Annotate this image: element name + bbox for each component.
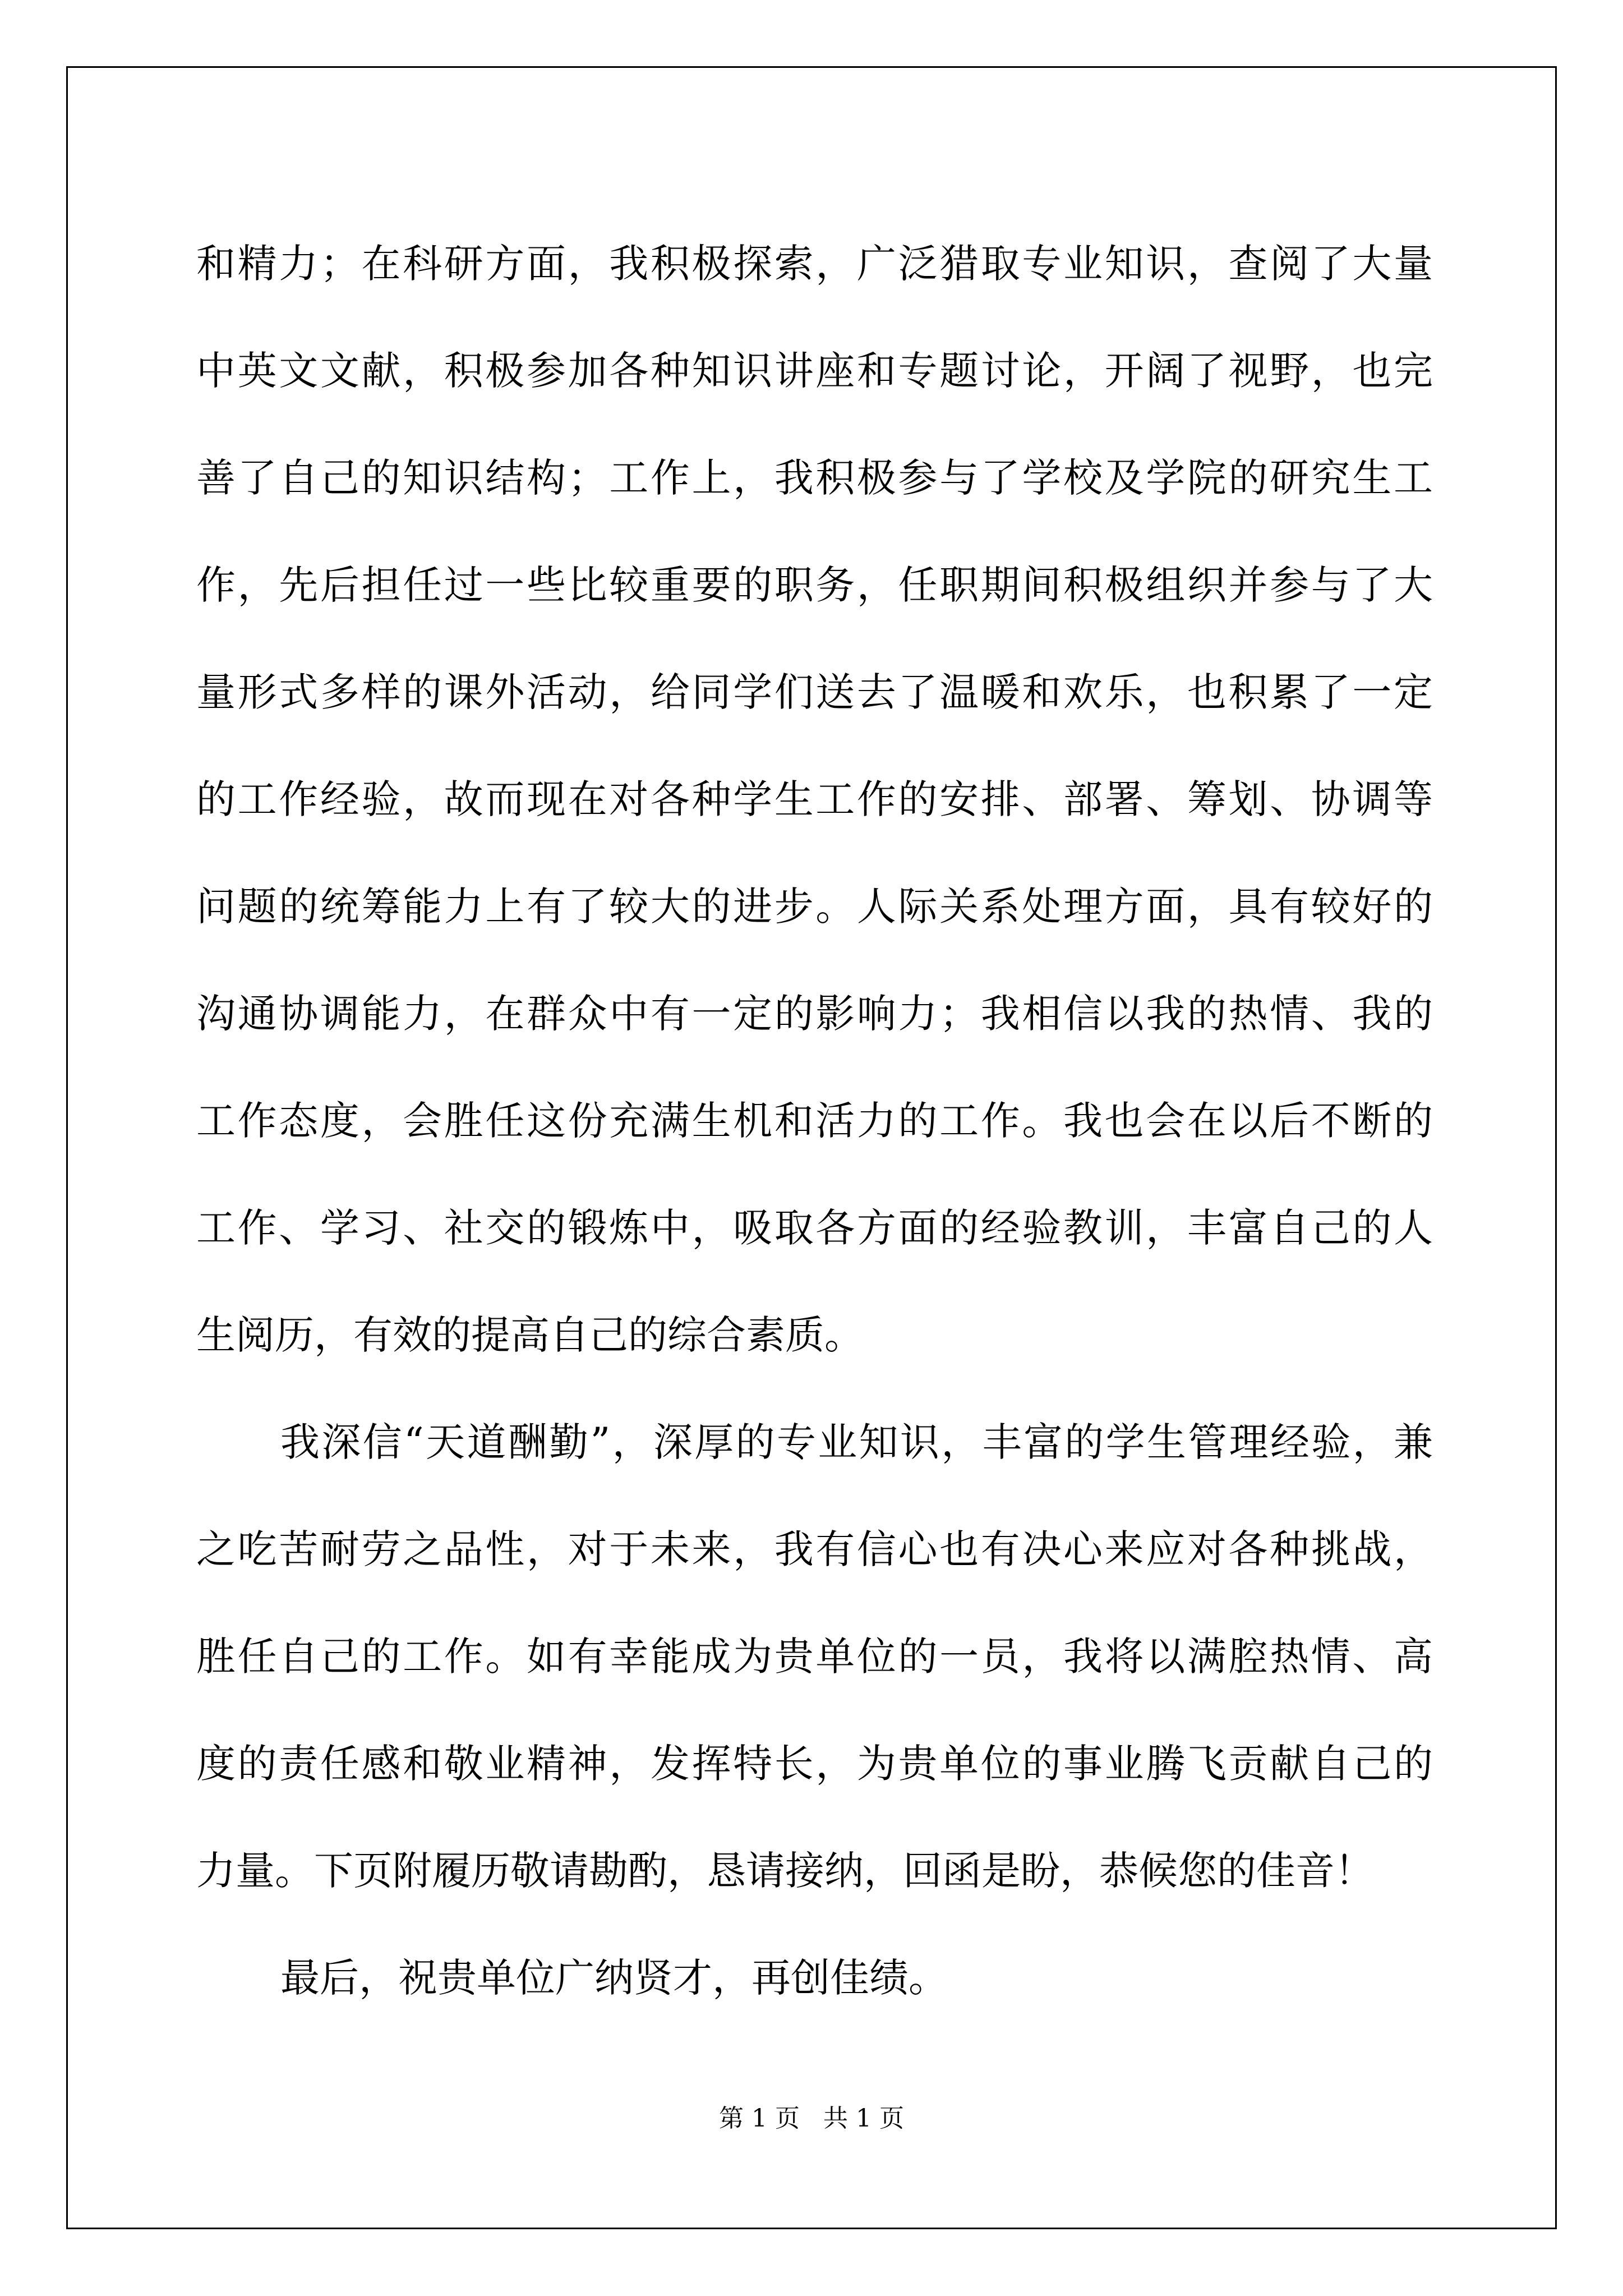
paragraph	[196, 1925, 1433, 2032]
text-line: 力量。下页附履历敬请勘酌，恳请接纳，回函是盼，恭候您的佳音！	[196, 1848, 1374, 1894]
text-line: 最后，祝贵单位广纳贤才，再创佳绩。	[280, 1955, 948, 2001]
text-line: 和精力；在科研方面，我积极探索，广泛猎取专业知识，查阅了大量	[196, 241, 1433, 287]
document-body	[196, 210, 1433, 2032]
text-line: 工作、学习、社交的锻炼中，吸取各方面的经验教训，丰富自己的人	[196, 1205, 1433, 1251]
text-line: 量形式多样的课外活动，给同学们送去了温暖和欢乐，也积累了一定	[196, 669, 1433, 715]
text-line: 的工作经验，故而现在对各种学生工作的安排、部署、筹划、协调等	[196, 776, 1433, 822]
text-line: 之吃苦耐劳之品性，对于未来，我有信心也有决心来应对各种挑战，	[196, 1526, 1433, 1572]
text-line: 工作态度，会胜任这份充满生机和活力的工作。我也会在以后不断的	[196, 1098, 1433, 1144]
text-line: 生阅历，有效的提高自己的综合素质。	[196, 1312, 864, 1358]
text-line: 我深信“天道酬勤”，深厚的专业知识，丰富的学生管理经验，兼	[280, 1419, 1433, 1465]
text-line: 度的责任感和敬业精神，发挥特长，为贵单位的事业腾飞贡献自己的	[196, 1741, 1433, 1787]
page-footer: 第 1 页 共 1 页	[719, 2104, 904, 2133]
text-line: 问题的统筹能力上有了较大的进步。人际关系处理方面，具有较好的	[196, 884, 1433, 930]
paragraph	[196, 210, 1433, 1389]
paragraph	[196, 1389, 1433, 1925]
text-line: 中英文文献，积极参加各种知识讲座和专题讨论，开阔了视野，也完	[196, 348, 1433, 394]
text-line: 善了自己的知识结构；工作上，我积极参与了学校及学院的研究生工	[196, 455, 1433, 501]
text-line: 胜任自己的工作。如有幸能成为贵单位的一员，我将以满腔热情、高	[196, 1634, 1433, 1680]
text-line: 作，先后担任过一些比较重要的职务，任职期间积极组织并参与了大	[196, 562, 1433, 608]
text-line: 沟通协调能力，在群众中有一定的影响力；我相信以我的热情、我的	[196, 991, 1433, 1037]
